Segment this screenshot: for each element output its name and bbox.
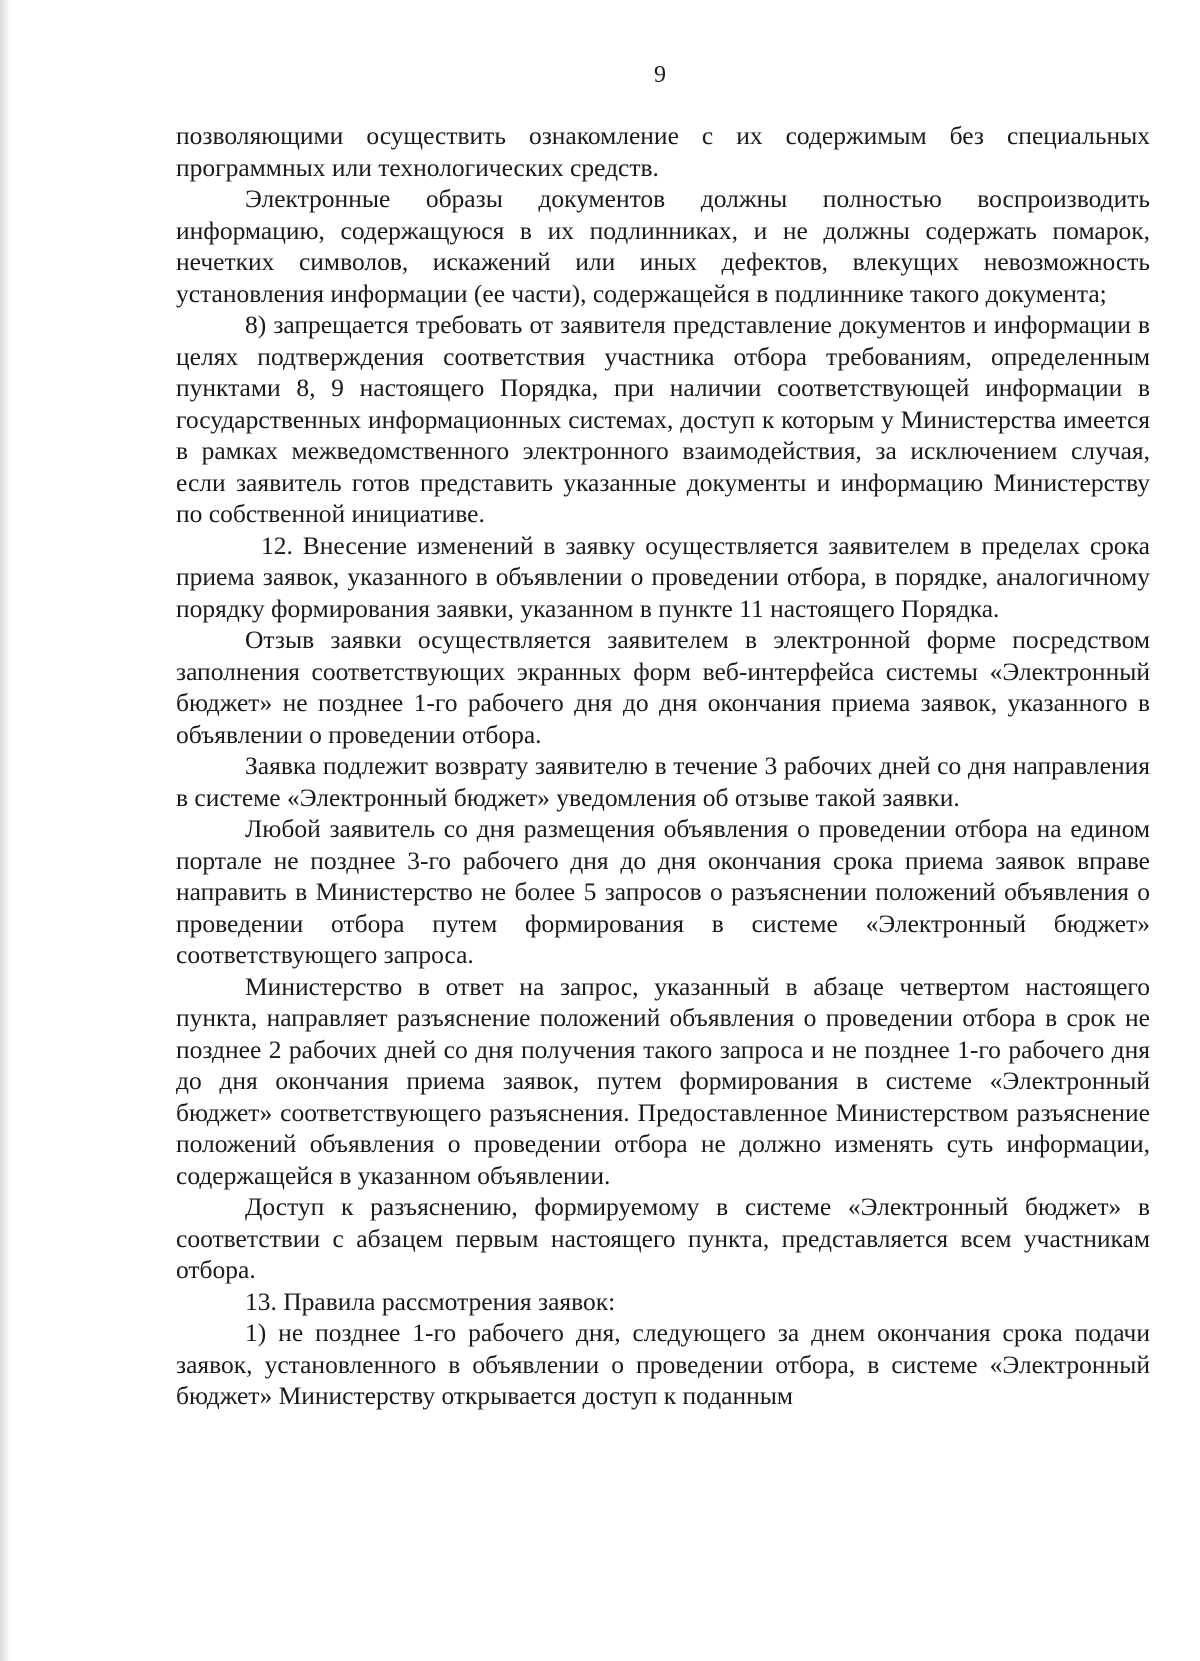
paragraph-clause-12: 12. Внесение изменений в заявку осуществляется заявителем в пределах срока приема заявок, указанного в объявлении о проведении отбора, в порядке, аналогичному порядку формирования заявки, указанном в пункте 11 настоящего Порядка. [176,530,1150,623]
paragraph-withdrawal: Отзыв заявки осуществляется заявителем в электронной форме посредством заполнения соответствующих экранных форм веб-интерфейса системы «Электронный бюджет» не позднее 1-го рабочего дня до дня окончания приема заявок, указанного в объявлении о проведении отбора. [176,625,1150,749]
paragraph-item-8: 8) запрещается требовать от заявителя представление документов и информации в целях подтверждения соответствия участника отбора требованиям, определенным пунктами 8, 9 настоящего Порядка, при наличии соответствующей информации в государственных информационных системах, доступ к которым у Министерства имеется в рамках межведомственного электронного взаимодействия, за исключением случая, если заявитель готов представить указанные документы и информацию Министерству по собственной инициативе. [176,310,1150,528]
paragraph-clause-13: 13. Правила рассмотрения заявок: [245,1286,616,1316]
paragraph-requests: Любой заявитель со дня размещения объявления о проведении отбора на едином портале не позднее 3-го рабочего дня до дня окончания срока приема заявок вправе направить в Министерство не более 5 запросов о разъяснении положений объявления о проведении отбора путем формирования в системе «Электронный бюджет» соответствующего запроса. [176,814,1150,969]
document-body [176,120,1150,1412]
paragraph-electronic-images: Электронные образы документов должны полностью воспроизводить информацию, содержащуюся в их подлинниках, и не должны содержать помарок, нечетких символов, искажений или иных дефектов, влекущих невозможность установления информации (ее части), содержащейся в подлиннике такого документа; [176,184,1150,308]
paragraph-item-1: 1) не позднее 1-го рабочего дня, следующего за днем окончания срока подачи заявок, установленного в объявлении о проведении отбора, в системе «Электронный бюджет» Министерству открывается доступ к поданным [176,1318,1150,1410]
paragraph-return: Заявка подлежит возврату заявителю в течение 3 рабочих дней со дня направления в системе «Электронный бюджет» уведомления об отзыве такой заявки. [176,751,1150,812]
paragraph-ministry-response: Министерство в ответ на запрос, указанный в абзаце четвертом настоящего пункта, направляет разъяснение положений объявления о проведении отбора в срок не позднее 2 рабочих дней со дня получения такого запроса и не позднее 1-го рабочего дня до дня окончания приема заявок, путем формирования в системе «Электронный бюджет» соответствующего разъяснения. Предоставленное Министерством разъяснение положений объявления о проведении отбора не должно изменять суть информации, содержащейся в указанном объявлении. [176,971,1150,1190]
paragraph-continuation: позволяющими осуществить ознакомление с их содержимым без специальных программных или технологических средств. [176,121,1150,182]
paragraph-access: Доступ к разъяснению, формируемому в системе «Электронный бюджет» в соответствии с абзацем первым настоящего пункта, представляется всем участникам отбора. [176,1192,1150,1284]
page-number: 9 [654,62,666,88]
scan-edge [0,0,10,1661]
